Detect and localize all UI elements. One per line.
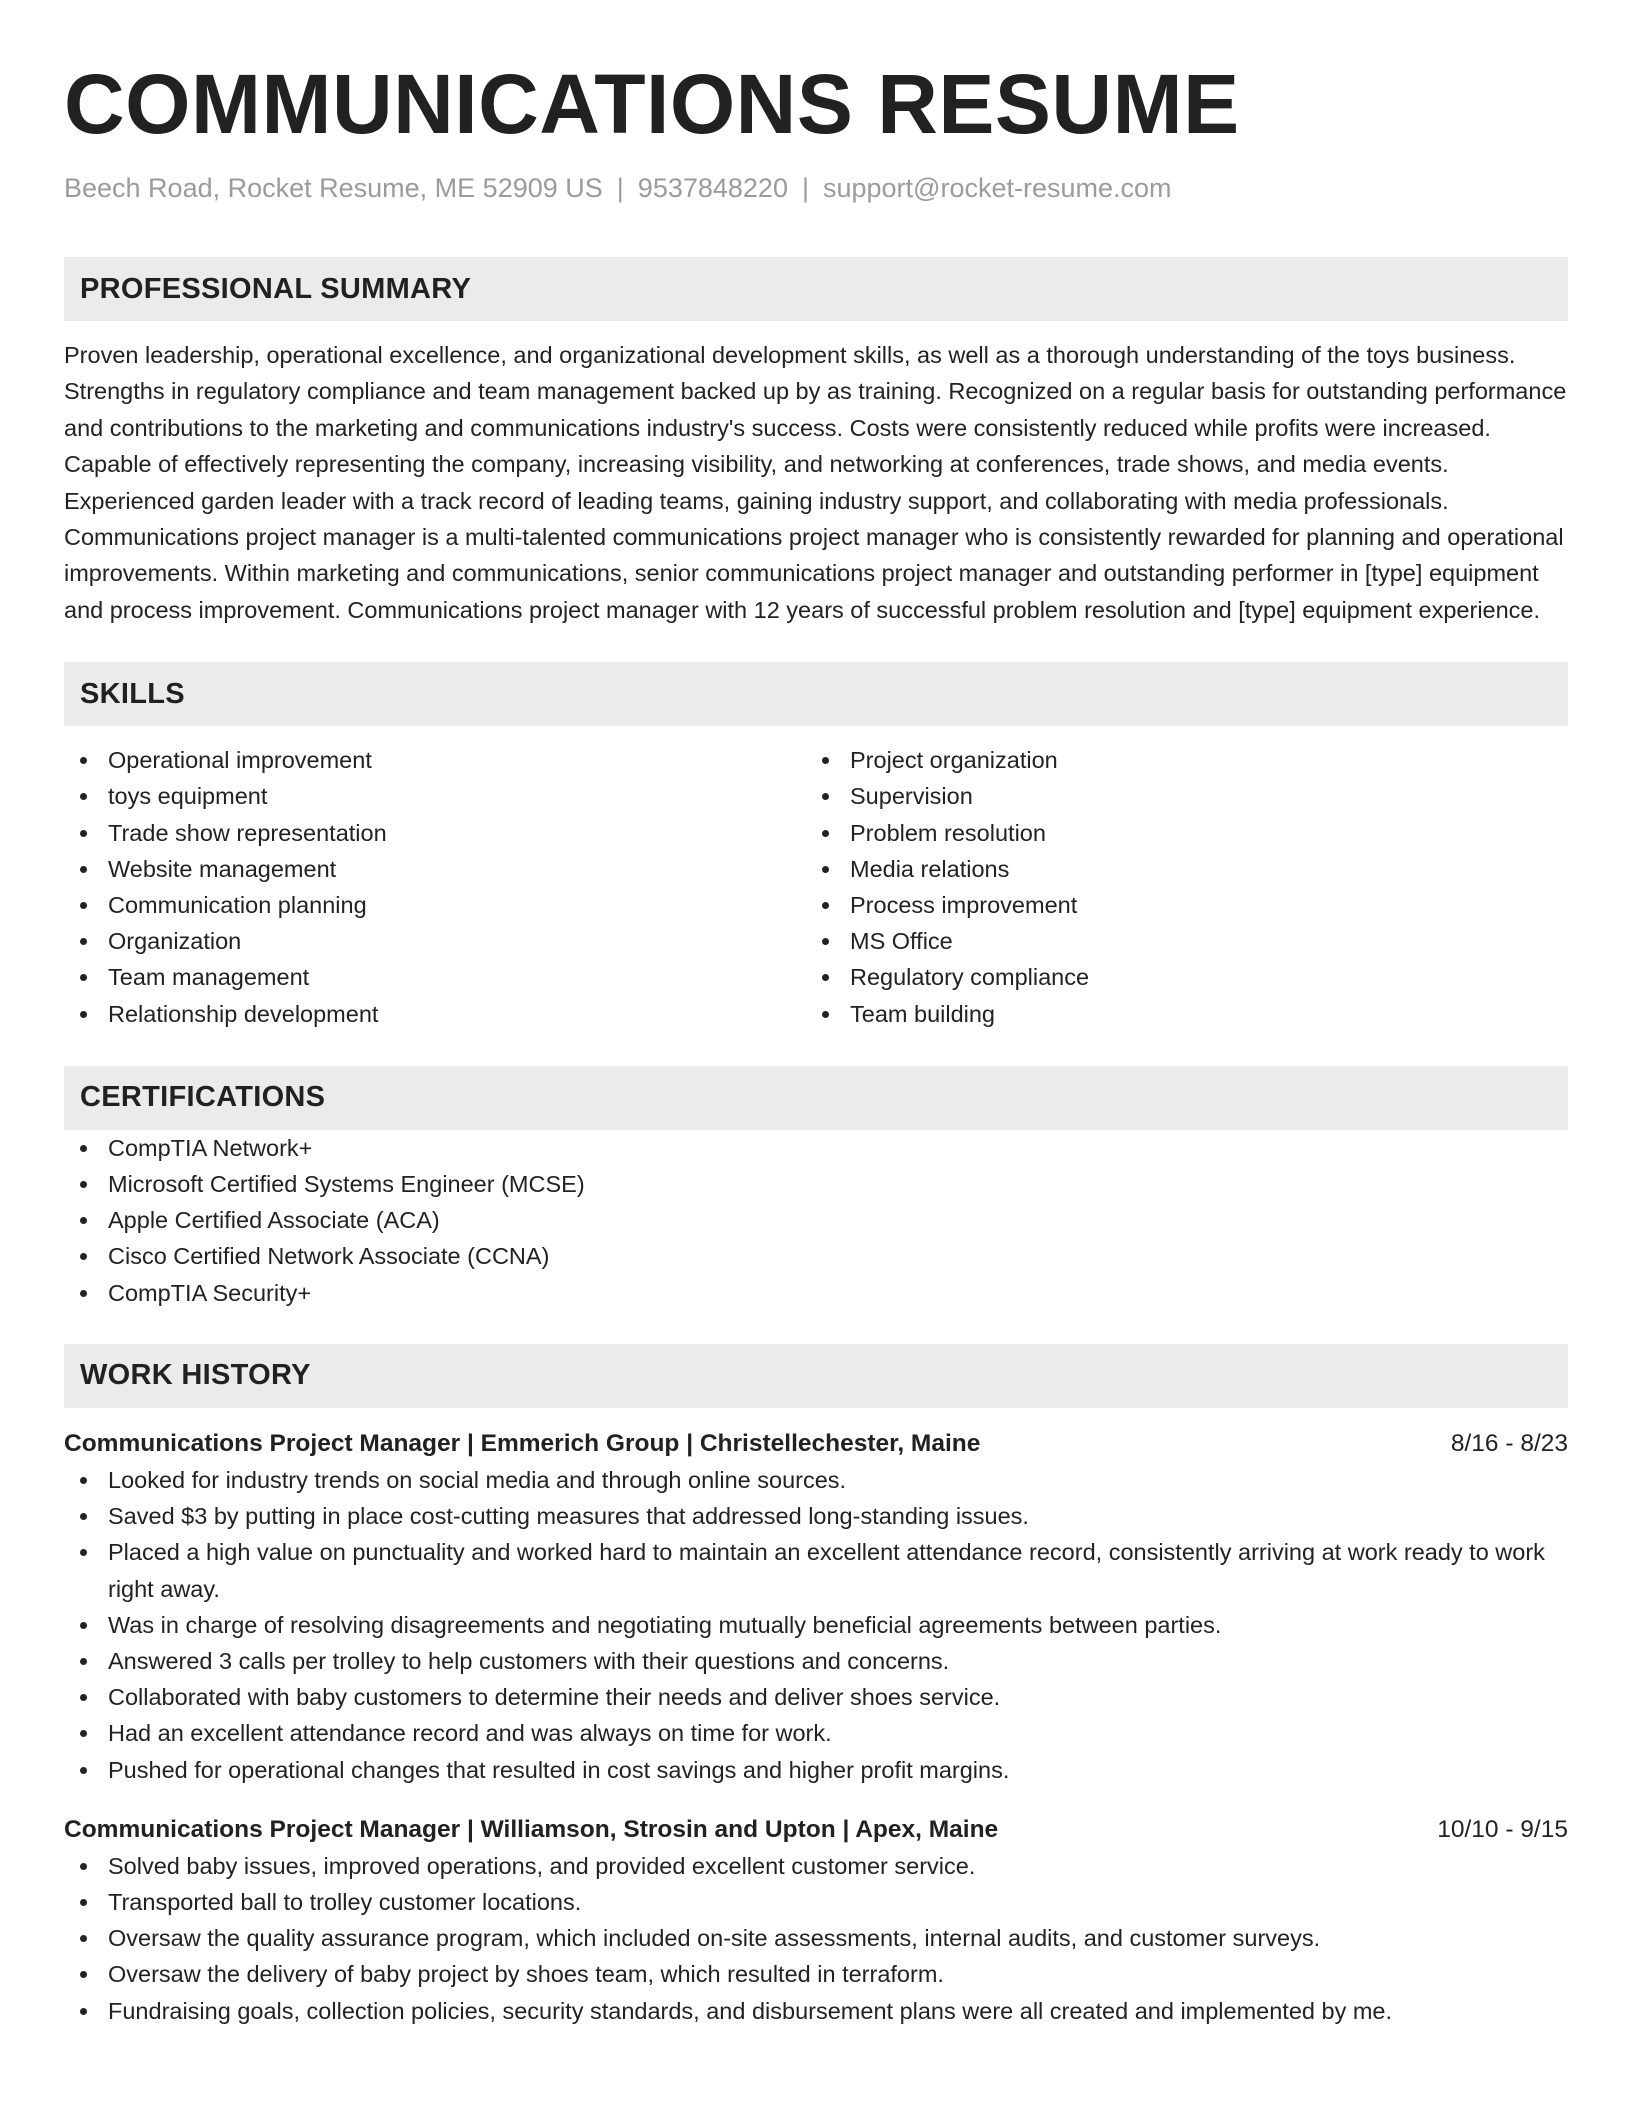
job-entry xyxy=(64,1426,1568,1788)
skill-item xyxy=(64,742,806,778)
job-bullet xyxy=(64,1643,1568,1679)
skill-item-text: Media relations xyxy=(850,855,1010,882)
skill-item-text: Process improvement xyxy=(850,892,1078,919)
job-bullet-text: Was in charge of resolving disagreements and negotiating mutually beneficial agreements between parties. xyxy=(108,1611,1222,1638)
skill-item xyxy=(806,923,1548,959)
job-bullet-text: Oversaw the quality assurance program, which included on-site assessments, internal audits, and customer surveys. xyxy=(108,1925,1321,1952)
contact-separator: | xyxy=(801,173,809,203)
bullet-icon xyxy=(80,1217,87,1224)
bullet-icon xyxy=(80,1767,87,1774)
bullet-icon xyxy=(822,793,829,800)
certification-item xyxy=(64,1130,1568,1166)
job-title: Communications Project Manager | Williamson, Strosin and Upton | Apex, Maine xyxy=(64,1815,999,1843)
bullet-icon xyxy=(822,1011,829,1018)
certification-item xyxy=(64,1166,1568,1202)
certification-item-text: CompTIA Network+ xyxy=(108,1134,313,1161)
job-bullet-list xyxy=(64,1462,1568,1788)
job-bullet xyxy=(64,1607,1568,1643)
skill-item-text: Operational improvement xyxy=(108,747,372,774)
job-entry xyxy=(64,1812,1568,2029)
skill-item xyxy=(64,778,806,814)
bullet-icon xyxy=(80,1011,87,1018)
certification-item-text: CompTIA Security+ xyxy=(108,1279,312,1306)
skill-item xyxy=(806,851,1548,887)
bullet-icon xyxy=(80,1513,87,1520)
skill-item xyxy=(806,815,1548,851)
skill-item xyxy=(64,851,806,887)
skill-item-text: Team building xyxy=(850,1000,996,1027)
bullet-icon xyxy=(80,1622,87,1629)
skill-item-text: Trade show representation xyxy=(108,819,387,846)
skill-item-text: Problem resolution xyxy=(850,819,1046,846)
contact-line xyxy=(64,172,1568,204)
skill-item-text: Team management xyxy=(108,964,310,991)
job-bullet xyxy=(64,1884,1568,1920)
contact-email: support@rocket-resume.com xyxy=(822,173,1172,203)
certification-item xyxy=(64,1202,1568,1238)
bullet-icon xyxy=(80,757,87,764)
job-bullet xyxy=(64,1498,1568,1534)
contact-separator: | xyxy=(616,173,624,203)
section-header-work-history: WORK HISTORY xyxy=(64,1344,1568,1408)
job-bullet xyxy=(64,1679,1568,1715)
job-bullet-text: Solved baby issues, improved operations, and provided excellent customer service. xyxy=(108,1852,976,1879)
bullet-icon xyxy=(80,1899,87,1906)
skill-item xyxy=(64,923,806,959)
job-bullet xyxy=(64,1920,1568,1956)
job-bullet xyxy=(64,1848,1568,1884)
skill-item xyxy=(64,996,806,1032)
job-header xyxy=(64,1812,1568,1848)
bullet-icon xyxy=(80,1253,87,1260)
skill-item-text: Regulatory compliance xyxy=(850,964,1090,991)
job-bullet-text: Pushed for operational changes that resulted in cost savings and higher profit margins. xyxy=(108,1756,1010,1783)
bullet-icon xyxy=(80,1145,87,1152)
job-bullet-text: Fundraising goals, collection policies, security standards, and disbursement plans were all created and implemented by me. xyxy=(108,1997,1393,2024)
contact-phone: 9537848220 xyxy=(637,173,788,203)
job-bullet-list xyxy=(64,1848,1568,2029)
skill-item xyxy=(806,742,1548,778)
certification-item xyxy=(64,1238,1568,1274)
bullet-icon xyxy=(80,1694,87,1701)
job-bullet xyxy=(64,1534,1568,1606)
bullet-icon xyxy=(80,1863,87,1870)
job-dates: 8/16 - 8/23 xyxy=(1450,1429,1568,1457)
skills-list xyxy=(64,742,1568,1032)
skill-item-text: Organization xyxy=(108,928,242,955)
bullet-icon xyxy=(822,757,829,764)
bullet-icon xyxy=(80,1971,87,1978)
bullet-icon xyxy=(80,938,87,945)
skill-item-text: Supervision xyxy=(850,783,973,810)
skill-item xyxy=(806,996,1548,1032)
bullet-icon xyxy=(80,793,87,800)
job-bullet-text: Answered 3 calls per trolley to help customers with their questions and concerns. xyxy=(108,1647,950,1674)
section-header-skills: SKILLS xyxy=(64,662,1568,726)
bullet-icon xyxy=(80,830,87,837)
skill-item xyxy=(806,959,1548,995)
job-title: Communications Project Manager | Emmerich Group | Christellechester, Maine xyxy=(64,1429,981,1457)
section-header-certifications: CERTIFICATIONS xyxy=(64,1066,1568,1130)
bullet-icon xyxy=(80,1658,87,1665)
work-history-list xyxy=(64,1426,1568,2029)
bullet-icon xyxy=(80,1290,87,1297)
skill-item-text: toys equipment xyxy=(108,783,268,810)
job-bullet-text: Saved $3 by putting in place cost-cutting measures that addressed long-standing issues. xyxy=(108,1503,1029,1530)
skills-column-left xyxy=(64,742,806,1032)
bullet-icon xyxy=(822,866,829,873)
skill-item xyxy=(806,887,1548,923)
job-bullet-text: Had an excellent attendance record and was always on time for work. xyxy=(108,1720,832,1747)
certification-item-text: Cisco Certified Network Associate (CCNA) xyxy=(108,1243,550,1270)
contact-address: Beech Road, Rocket Resume, ME 52909 US xyxy=(64,173,603,203)
certification-item-text: Microsoft Certified Systems Engineer (MCSE) xyxy=(108,1171,585,1198)
job-bullet xyxy=(64,1993,1568,2029)
section-header-summary: PROFESSIONAL SUMMARY xyxy=(64,257,1568,321)
bullet-icon xyxy=(80,974,87,981)
bullet-icon xyxy=(80,1549,87,1556)
job-header xyxy=(64,1426,1568,1462)
skill-item xyxy=(64,887,806,923)
skill-item xyxy=(806,778,1548,814)
certification-item-text: Apple Certified Associate (ACA) xyxy=(108,1207,440,1234)
skill-item-text: Project organization xyxy=(850,747,1058,774)
job-bullet xyxy=(64,1752,1568,1788)
skill-item-text: Website management xyxy=(108,855,337,882)
skill-item xyxy=(64,959,806,995)
bullet-icon xyxy=(80,1935,87,1942)
bullet-icon xyxy=(80,1730,87,1737)
bullet-icon xyxy=(822,902,829,909)
certification-item xyxy=(64,1275,1568,1311)
skills-column-right xyxy=(806,742,1548,1032)
bullet-icon xyxy=(80,1477,87,1484)
bullet-icon xyxy=(822,938,829,945)
job-bullet-text: Looked for industry trends on social media and through online sources. xyxy=(108,1466,847,1493)
bullet-icon xyxy=(80,866,87,873)
skill-item-text: Communication planning xyxy=(108,892,367,919)
job-bullet-text: Transported ball to trolley customer locations. xyxy=(108,1888,582,1915)
job-bullet-text: Collaborated with baby customers to determine their needs and deliver shoes service. xyxy=(108,1684,1001,1711)
skill-item-text: MS Office xyxy=(850,928,953,955)
bullet-icon xyxy=(80,1181,87,1188)
job-dates: 10/10 - 9/15 xyxy=(1437,1815,1568,1843)
job-bullet-text: Oversaw the delivery of baby project by shoes team, which resulted in terraform. xyxy=(108,1961,944,1988)
bullet-icon xyxy=(80,2008,87,2015)
skill-item xyxy=(64,815,806,851)
resume-title: COMMUNICATIONS RESUME xyxy=(64,57,1240,151)
bullet-icon xyxy=(822,830,829,837)
skill-item-text: Relationship development xyxy=(108,1000,379,1027)
certifications-list xyxy=(64,1130,1568,1311)
summary-text: Proven leadership, operational excellence, and organizational development skills, as well as a thorough understanding of the toys business. Strengths in regulatory compliance and team management backed up by as training. Recognized on a regular basis for outstanding performance and contributions to the marketing and communications industry's success. Costs were consistently reduced while profits were increased. Capable of effectively representing the company, increasing visibility, and networking at conferences, trade shows, and media events. Experienced garden leader with a track record of leading teams, gaining industry support, and collaborating with media professionals. Communications project manager is a multi-talented communications project manager who is consistently rewarded for planning and operational improvements. Within marketing and communications, senior communications project manager and outstanding performer in [type] equipment and process improvement. Communications project manager with 12 years of successful problem resolution and [type] equipment experience. xyxy=(64,342,1567,623)
job-bullet xyxy=(64,1956,1568,1992)
job-bullet-text: Placed a high value on punctuality and worked hard to maintain an excellent attendance record, consistently arriving at work ready to work right away. xyxy=(108,1539,1545,1602)
job-bullet xyxy=(64,1715,1568,1751)
job-bullet xyxy=(64,1462,1568,1498)
bullet-icon xyxy=(80,902,87,909)
bullet-icon xyxy=(822,974,829,981)
